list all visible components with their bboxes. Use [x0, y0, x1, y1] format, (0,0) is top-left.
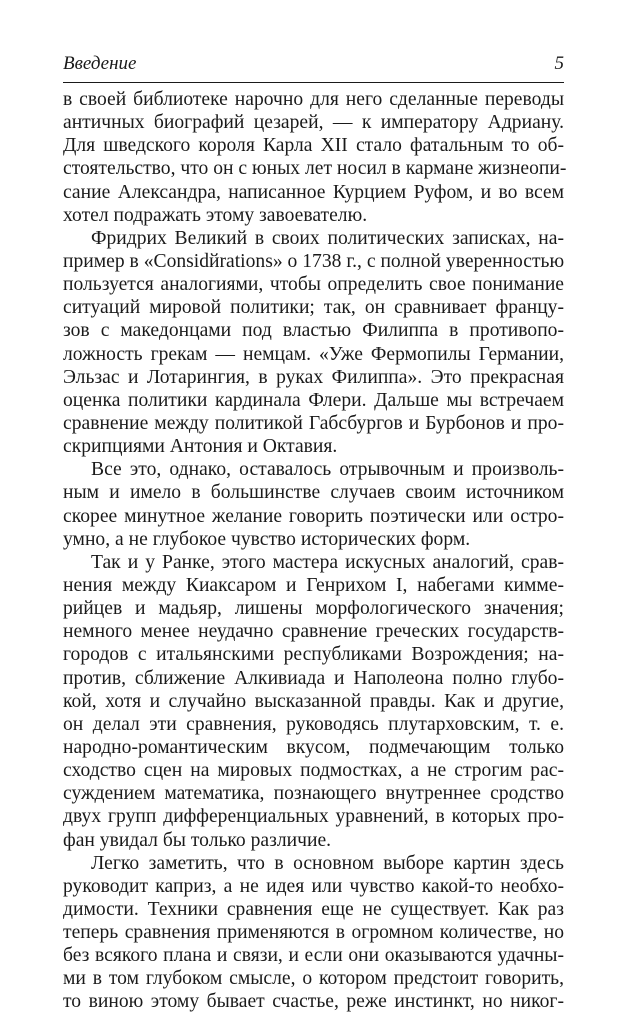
- text-line: руководит каприз, а не идея или чувство какой-то необхо-: [63, 875, 564, 897]
- text-line: без всякого плана и связи, и если они оказываются удачны-: [63, 945, 564, 967]
- text-line: Эльзас и Лотарингия, в руках Филиппа». Это прекрасная: [63, 366, 564, 388]
- text-line: теперь сравнения применяются в огромном количестве, но: [63, 922, 564, 944]
- paragraph: [63, 852, 564, 1014]
- text-line: немного менее неудачно сравнение греческих государств-: [63, 621, 564, 643]
- text-line: он делал эти сравнения, руководясь плутарховским, т. е.: [63, 713, 564, 735]
- text-line: то виною этому бывает счастье, реже инстинкт, но никог-: [63, 991, 564, 1013]
- text-line: стоятельство, что он с юных лет носил в кармане жизнеопи-: [63, 158, 567, 180]
- text-line: пользуется аналогиями, чтобы определить свое понимание: [63, 274, 564, 296]
- text-line: сходство сцен на мировых подмостках, а не строгим рас-: [63, 760, 564, 782]
- paragraph: [63, 227, 564, 458]
- text-line: ным и имело в большинстве случаев своим источником: [63, 482, 564, 504]
- text-line: ложность грекам — немцам. «Уже Фермопилы Германии,: [63, 343, 564, 365]
- running-head: [63, 52, 564, 76]
- header-rule: [63, 82, 564, 83]
- text-line: сравнение между политикой Габсбургов и Бурбонов и про-: [63, 412, 564, 434]
- text-line: народно-романтическим вкусом, подмечающим только: [63, 736, 564, 758]
- text-line: двух групп дифференциальных уравнений, в которых про-: [63, 806, 564, 828]
- text-line: рийцев и мадьяр, лишены морфологического значения;: [63, 598, 564, 620]
- book-page: [63, 52, 567, 1014]
- text-line: ми в том глубоком смысле, о котором предстоит говорить,: [63, 968, 564, 990]
- body-text: [63, 88, 567, 1014]
- paragraph: [63, 551, 564, 852]
- text-line: скрипциями Антония и Октавия.: [63, 436, 338, 458]
- text-line: зов с македонцами под властью Филиппа в противопо-: [63, 320, 564, 342]
- text-line: скорее минутное желание говорить поэтически или остро-: [63, 505, 564, 527]
- text-line: ситуаций мировой политики; так, он сравнивает францу-: [63, 297, 564, 319]
- section-title: Введение: [63, 53, 137, 74]
- page-number: 5: [554, 53, 564, 74]
- text-line: суждением математика, познающего внутреннее сродство: [63, 783, 564, 805]
- text-line: оценка политики кардинала Флери. Дальше мы встречаем: [63, 389, 564, 411]
- text-line: фан увидал бы только различие.: [63, 829, 332, 851]
- text-line: Фридрих Великий в своих политических записках, на-: [91, 227, 564, 249]
- paragraph: [63, 88, 567, 227]
- text-line: городов с итальянскими республиками Возрождения; на-: [63, 644, 564, 666]
- text-line: нения между Киаксаром и Генрихом I, набегами кимме-: [63, 574, 564, 596]
- text-line: античных биографий цезарей, — к императору Адриану.: [63, 112, 564, 134]
- text-line: хотел подражать этому завоевателю.: [63, 204, 368, 226]
- text-line: пример в «Considйrations» о 1738 г., с полной уверенностью: [63, 250, 565, 272]
- text-line: в своей библиотеке нарочно для него сделанные переводы: [63, 89, 564, 110]
- text-line: умно, а не глубокое чувство исторических форм.: [63, 528, 471, 550]
- paragraph: [63, 458, 564, 551]
- text-line: Для шведского короля Карла XII стало фатальным то об-: [63, 135, 564, 157]
- text-line: Все это, однако, оставалось отрывочным и произволь-: [91, 459, 564, 481]
- text-line: димости. Техники сравнения еще не существует. Как раз: [63, 898, 564, 920]
- text-line: сание Александра, написанное Курцием Руфом, и во всем: [63, 181, 564, 203]
- text-line: против, сближение Алкивиада и Наполеона полно глубо-: [63, 667, 564, 689]
- text-line: кой, хотя и случайно высказанной правды. Как и другие,: [63, 690, 564, 712]
- text-line: Так и у Ранке, этого мастера искусных аналогий, срав-: [91, 551, 564, 573]
- text-line: Легко заметить, что в основном выборе картин здесь: [91, 852, 564, 874]
